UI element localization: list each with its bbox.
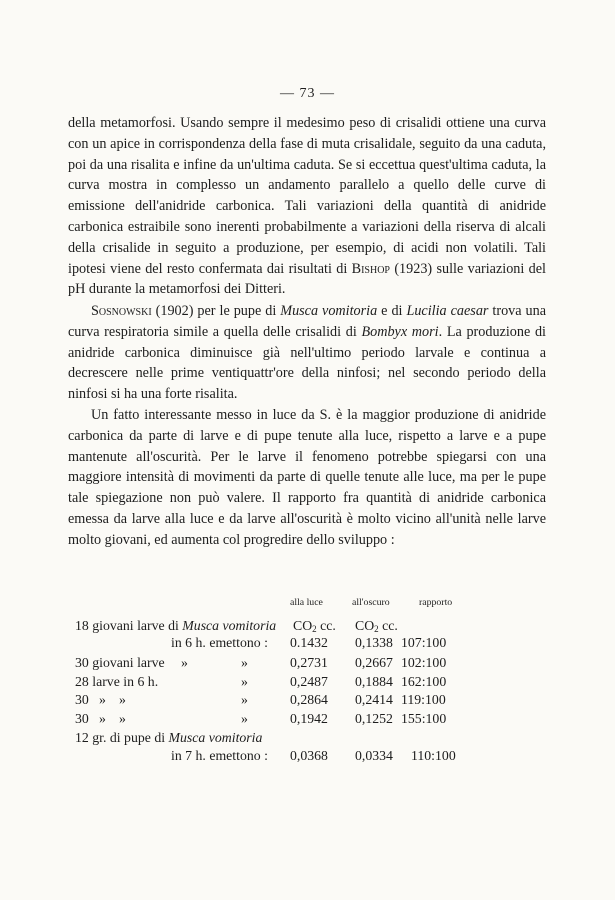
species-musca-vomitoria: Musca vomitoria: [280, 303, 378, 319]
row6-label-text: 12 gr. di pupe di: [75, 730, 169, 745]
row1-light: 0.1432: [290, 635, 328, 650]
row2-ditto-2: »: [241, 655, 248, 670]
unit-light-co: CO: [293, 618, 313, 633]
row1-species: Musca vomitoria: [182, 618, 277, 633]
header-dark: all'oscuro: [352, 597, 390, 608]
row2-dark: 0,2667: [355, 655, 393, 670]
paragraph-3: Un fatto interessante messo in luce da S. è la maggior produzione di anidride carbonica da parte di larve e di pupe tenute alla luce, rispetto a larve e a pupe mantenute all'oscurità. Per le larve il fenomeno potrebbe spiegarsi con una maggiore intensità di movimenti da parte di quelle tenute alle luce, ma per le pupe tale spiegazione non può valere. Il rapporto fra quantità di anidride carbonica emessa da larve alla luce e da larve all'oscurità è molto vicino all'unità nelle larve molto giovani, ed aumenta col progredire dello sviluppo :: [68, 407, 546, 548]
paragraph-2-text-3: trova una curva respiratoria simile a quella delle crisalidi di: [68, 303, 547, 340]
row5-light: 0,1942: [290, 711, 328, 726]
paragraph-1-rest: (1923) sulle variazioni del pH durante la metamorfosi dei Ditteri.: [68, 260, 546, 298]
unit-dark-co: CO: [355, 618, 375, 633]
author-sosnowski: Sosnowski: [91, 303, 152, 319]
unit-dark-sub: 2: [374, 624, 379, 634]
row5-ditto-2: »: [241, 711, 248, 726]
row4-ditto-1: »: [119, 692, 126, 707]
row2-ditto-1: »: [181, 655, 188, 670]
paragraph-2-text-2: e di: [377, 303, 407, 319]
unit-light-sub: 2: [312, 624, 317, 634]
row6-label: [75, 730, 262, 746]
row5-dark: 0,1252: [355, 711, 393, 726]
row6-label-cont: in 7 h. emettono :: [171, 748, 268, 763]
page-number: — 73 —: [280, 86, 335, 101]
author-bishop: Bishop: [351, 260, 390, 277]
paragraph-2-text-1: (1902) per le pupe di: [151, 303, 281, 319]
paragraph-2-text-4: . La produzione di anidride carbonica diminuisce già nell'ultimo periodo larvale e continua a decrescere nelle prime ventiquattr'ore della ninfosi; nel secondo periodo della ninfosi si ha una forte risalita.: [68, 323, 546, 403]
species-bombyx-mori: Bombyx mori: [361, 323, 439, 340]
row4-ditto-2: »: [241, 692, 248, 707]
row5-ditto-1: »: [119, 711, 126, 726]
row1-dark: 0,1338: [355, 635, 393, 650]
row2-light: 0,2731: [290, 655, 328, 670]
row4-light: 0,2864: [290, 692, 328, 707]
row4-ratio: 119:100: [401, 692, 446, 707]
row5-label: 30: [75, 711, 89, 726]
row3-ditto-2: »: [241, 674, 248, 689]
row6-ratio: 110:100: [411, 748, 456, 763]
row1-ratio: 107:100: [401, 635, 447, 650]
row1-label-text: 18 giovani larve di: [75, 618, 183, 633]
paragraph-1-text: della metamorfosi. Usando sempre il medesimo peso di crisalidi ottiene una curva con un apice in corrispondenza della fase di muta crisalidale, seguito da una caduta, poi da una risalita e infine da un'ultima caduta. Se si eccettua quest'ultima caduta, la curva mostra in complesso un andamento parallelo a quello delle curve di emissione dell'anidride carbonica. Tali variazioni della quantità di anidride carbonica estraibile sono inerenti probabilmente a variazioni della riserva di alcali della crisalide in seguito a produzione, per esempio, di acidi non volatili. Tali ipotesi viene del resto confermata dai risultati di: [68, 115, 546, 277]
row3-label: 28 larve in 6 h.: [75, 674, 159, 689]
species-lucilia-caesar: Lucilia caesar: [406, 303, 489, 319]
row4-dark: 0,2414: [355, 692, 393, 707]
row2-label: 30 giovani larve: [75, 655, 165, 670]
row3-light: 0,2487: [290, 674, 328, 689]
row2-ratio: 102:100: [401, 655, 447, 670]
unit-light: [293, 618, 336, 634]
header-light: alla luce: [290, 597, 323, 608]
row1-label-cont: in 6 h. emettono :: [171, 635, 268, 650]
row1-label: [75, 618, 276, 634]
unit-dark-suffix: cc.: [378, 618, 398, 633]
row4-label: 30: [75, 692, 89, 707]
header-ratio: rapporto: [419, 597, 453, 608]
row5-ratio: 155:100: [401, 711, 447, 726]
row3-ratio: 162:100: [401, 674, 447, 689]
unit-light-suffix: cc.: [316, 618, 336, 633]
row3-dark: 0,1884: [355, 674, 393, 689]
unit-dark: [355, 618, 398, 634]
row6-species: Musca vomitoria: [168, 730, 263, 745]
row4-ditto-0: »: [99, 692, 106, 707]
row6-light: 0,0368: [290, 748, 328, 763]
row6-dark: 0,0334: [355, 748, 393, 763]
row5-ditto-0: »: [99, 711, 106, 726]
